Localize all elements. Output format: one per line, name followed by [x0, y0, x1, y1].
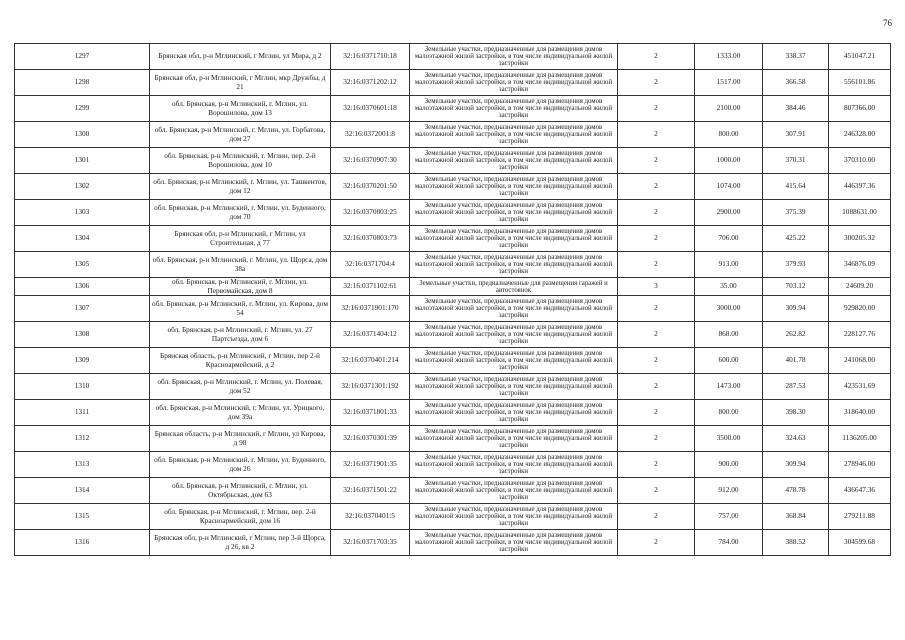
- address-cell: обл. Брянская, р-н Мглинский, г. Мглин, ул. Октябрьская, дом 63: [150, 478, 331, 504]
- specific-value-cell: 309.94: [763, 452, 829, 478]
- use-group-cell: 2: [618, 400, 695, 426]
- row-number-cell: 1304: [15, 226, 150, 252]
- area-cell: 913.00: [695, 252, 763, 278]
- land-use-cell: Земельные участки, предназначенные для размещения домов малоэтажной жилой застройки, в том числе индивидуальной жилой застройки: [410, 174, 618, 200]
- area-cell: 2100.00: [695, 96, 763, 122]
- area-cell: 600.00: [695, 348, 763, 374]
- use-group-cell: 2: [618, 226, 695, 252]
- table-row: [15, 374, 891, 400]
- land-use-cell: Земельные участки, предназначенные для размещения домов малоэтажной жилой застройки, в том числе индивидуальной жилой застройки: [410, 348, 618, 374]
- row-number-cell: 1306: [15, 278, 150, 296]
- cadastral-value-cell: 446397.36: [829, 174, 891, 200]
- area-cell: 868.00: [695, 322, 763, 348]
- land-use-cell: Земельные участки, предназначенные для размещения домов малоэтажной жилой застройки, в том числе индивидуальной жилой застройки: [410, 122, 618, 148]
- area-cell: 1333.00: [695, 44, 763, 70]
- cadastral-number-cell: 32:16:0371901:170: [331, 296, 410, 322]
- address-cell: обл. Брянская, р-н Мглинский, г. Мглин, ул. Кирова, дом 54: [150, 296, 331, 322]
- land-use-cell: Земельные участки, предназначенные для размещения домов малоэтажной жилой застройки, в том числе индивидуальной жилой застройки: [410, 478, 618, 504]
- area-cell: 2900.00: [695, 200, 763, 226]
- cadastral-value-cell: 300205.32: [829, 226, 891, 252]
- specific-value-cell: 415.64: [763, 174, 829, 200]
- area-cell: 900.00: [695, 452, 763, 478]
- row-number-cell: 1313: [15, 452, 150, 478]
- area-cell: 1473.00: [695, 374, 763, 400]
- table-row: [15, 322, 891, 348]
- land-use-cell: Земельные участки, предназначенные для размещения домов малоэтажной жилой застройки, в том числе индивидуальной жилой застройки: [410, 504, 618, 530]
- cadastral-value-cell: 346876.09: [829, 252, 891, 278]
- address-cell: обл. Брянская, р-н Мглинский, г. Мглин, ул. Полевая, дом 52: [150, 374, 331, 400]
- use-group-cell: 2: [618, 252, 695, 278]
- address-cell: Брянская обл, р-н Мглинский, г Мглин, ул Мира, д 2: [150, 44, 331, 70]
- use-group-cell: 2: [618, 44, 695, 70]
- specific-value-cell: 309.94: [763, 296, 829, 322]
- address-cell: Брянская область, р-н Мглинский, г Мглин, ул Кирова, д 98: [150, 426, 331, 452]
- area-cell: 757.00: [695, 504, 763, 530]
- cadastral-number-cell: 32:16:0370301:39: [331, 426, 410, 452]
- area-cell: 1074.00: [695, 174, 763, 200]
- address-cell: обл. Брянская, р-н Мглинский, г. Мглин, ул. Буденного, дом 70: [150, 200, 331, 226]
- table-row: [15, 278, 891, 296]
- cadastral-value-cell: 556101.86: [829, 70, 891, 96]
- table-row: [15, 426, 891, 452]
- cadastral-value-cell: 246328.00: [829, 122, 891, 148]
- specific-value-cell: 262.82: [763, 322, 829, 348]
- cadastral-number-cell: 32:16:0371102:61: [331, 278, 410, 296]
- address-cell: обл. Брянская, р-н Мглинский, г. Мглин, ул. 27 Партсъезда, дом 6: [150, 322, 331, 348]
- land-use-cell: Земельные участки, предназначенные для размещения домов малоэтажной жилой застройки, в том числе индивидуальной жилой застройки: [410, 44, 618, 70]
- land-use-cell: Земельные участки, предназначенные для размещения домов малоэтажной жилой застройки, в том числе индивидуальной жилой застройки: [410, 200, 618, 226]
- row-number-cell: 1315: [15, 504, 150, 530]
- cadastral-number-cell: 32:16:0370803:73: [331, 226, 410, 252]
- cadastral-number-cell: 32:16:0370201:50: [331, 174, 410, 200]
- cadastral-value-cell: 279211.88: [829, 504, 891, 530]
- specific-value-cell: 388.52: [763, 530, 829, 556]
- table-row: [15, 44, 891, 70]
- area-cell: 800.00: [695, 122, 763, 148]
- cadastral-value-cell: 318640.00: [829, 400, 891, 426]
- use-group-cell: 2: [618, 122, 695, 148]
- area-cell: 800.00: [695, 400, 763, 426]
- use-group-cell: 2: [618, 452, 695, 478]
- table-row: [15, 148, 891, 174]
- use-group-cell: 2: [618, 504, 695, 530]
- address-cell: обл. Брянская, р-н Мглинский, г. Мглин, ул. Буденного, дом 26: [150, 452, 331, 478]
- cadastral-number-cell: 32:16:0371704:4: [331, 252, 410, 278]
- address-cell: обл. Брянская, р-н Мглинский, г. Мглин, пер. 2-й Ворошилова, дом 10: [150, 148, 331, 174]
- use-group-cell: 2: [618, 374, 695, 400]
- address-cell: обл. Брянская, р-н Мглинский, г. Мглин, ул. Горбатова, дом 27: [150, 122, 331, 148]
- cadastral-number-cell: 32:16:0371703:35: [331, 530, 410, 556]
- cadastral-value-cell: 451047.21: [829, 44, 891, 70]
- address-cell: Брянская обл, р-н Мглинский, г Мглин, ул Строительная, д 77: [150, 226, 331, 252]
- specific-value-cell: 703.12: [763, 278, 829, 296]
- use-group-cell: 2: [618, 322, 695, 348]
- cadastral-number-cell: 32:16:0371901:35: [331, 452, 410, 478]
- cadastral-number-cell: 32:16:0370601:18: [331, 96, 410, 122]
- land-use-cell: Земельные участки, предназначенные для размещения домов малоэтажной жилой застройки, в том числе индивидуальной жилой застройки: [410, 426, 618, 452]
- row-number-cell: 1312: [15, 426, 150, 452]
- use-group-cell: 2: [618, 200, 695, 226]
- area-cell: 784.00: [695, 530, 763, 556]
- address-cell: обл. Брянская, р-н Мглинский, г. Мглин, пер. 2-й Красноармейский, дом 16: [150, 504, 331, 530]
- address-cell: обл. Брянская, р-н Мглинский, г. Мглин, ул. Ворошилова, дом 13: [150, 96, 331, 122]
- address-cell: обл. Брянская, р-н Мглинский, г. Мглин, ул. Щорса, дом 38а: [150, 252, 331, 278]
- land-use-cell: Земельные участки, предназначенные для размещения гаражей и автостоянок: [410, 278, 618, 296]
- cadastral-valuation-table: [14, 43, 891, 556]
- land-use-cell: Земельные участки, предназначенные для размещения домов малоэтажной жилой застройки, в том числе индивидуальной жилой застройки: [410, 296, 618, 322]
- cadastral-number-cell: 32:16:0372001:8: [331, 122, 410, 148]
- land-use-cell: Земельные участки, предназначенные для размещения домов малоэтажной жилой застройки, в том числе индивидуальной жилой застройки: [410, 252, 618, 278]
- row-number-cell: 1303: [15, 200, 150, 226]
- table-row: [15, 400, 891, 426]
- specific-value-cell: 401.78: [763, 348, 829, 374]
- use-group-cell: 3: [618, 278, 695, 296]
- area-cell: 35.00: [695, 278, 763, 296]
- cadastral-number-cell: 32:16:0370907:30: [331, 148, 410, 174]
- area-cell: 1000.00: [695, 148, 763, 174]
- use-group-cell: 2: [618, 148, 695, 174]
- address-cell: Брянская область, р-н Мглинский, г Мглин, пер 2-й Красноармейский, д 2: [150, 348, 331, 374]
- row-number-cell: 1316: [15, 530, 150, 556]
- cadastral-value-cell: 1136205.00: [829, 426, 891, 452]
- specific-value-cell: 379.93: [763, 252, 829, 278]
- land-use-cell: Земельные участки, предназначенные для размещения домов малоэтажной жилой застройки, в том числе индивидуальной жилой застройки: [410, 226, 618, 252]
- table-row: [15, 174, 891, 200]
- area-cell: 3000.00: [695, 296, 763, 322]
- land-use-cell: Земельные участки, предназначенные для размещения домов малоэтажной жилой застройки, в том числе индивидуальной жилой застройки: [410, 96, 618, 122]
- table-row: [15, 226, 891, 252]
- land-use-cell: Земельные участки, предназначенные для размещения домов малоэтажной жилой застройки, в том числе индивидуальной жилой застройки: [410, 70, 618, 96]
- specific-value-cell: 384.46: [763, 96, 829, 122]
- specific-value-cell: 425.22: [763, 226, 829, 252]
- cadastral-value-cell: 304599.68: [829, 530, 891, 556]
- specific-value-cell: 324.63: [763, 426, 829, 452]
- address-cell: обл. Брянская, р-н Мглинский, г. Мглин, ул. Урицкого, дом 39а: [150, 400, 331, 426]
- table-body: [15, 44, 891, 556]
- land-use-cell: Земельные участки, предназначенные для размещения домов малоэтажной жилой застройки, в том числе индивидуальной жилой застройки: [410, 148, 618, 174]
- specific-value-cell: 338.37: [763, 44, 829, 70]
- table-row: [15, 96, 891, 122]
- cadastral-value-cell: 929820.00: [829, 296, 891, 322]
- table-row: [15, 252, 891, 278]
- use-group-cell: 2: [618, 296, 695, 322]
- use-group-cell: 2: [618, 96, 695, 122]
- row-number-cell: 1309: [15, 348, 150, 374]
- cadastral-number-cell: 32:16:0371202:12: [331, 70, 410, 96]
- row-number-cell: 1297: [15, 44, 150, 70]
- cadastral-number-cell: 32:16:0371404:12: [331, 322, 410, 348]
- row-number-cell: 1302: [15, 174, 150, 200]
- cadastral-value-cell: 807366.00: [829, 96, 891, 122]
- table-row: [15, 504, 891, 530]
- cadastral-value-cell: 228127.76: [829, 322, 891, 348]
- land-use-cell: Земельные участки, предназначенные для размещения домов малоэтажной жилой застройки, в том числе индивидуальной жилой застройки: [410, 530, 618, 556]
- area-cell: 3500.00: [695, 426, 763, 452]
- cadastral-value-cell: 436647.36: [829, 478, 891, 504]
- table-row: [15, 348, 891, 374]
- cadastral-value-cell: 370310.00: [829, 148, 891, 174]
- row-number-cell: 1300: [15, 122, 150, 148]
- cadastral-value-cell: 24609.20: [829, 278, 891, 296]
- table-row: [15, 478, 891, 504]
- row-number-cell: 1308: [15, 322, 150, 348]
- row-number-cell: 1298: [15, 70, 150, 96]
- cadastral-number-cell: 32:16:0370803:25: [331, 200, 410, 226]
- cadastral-number-cell: 32:16:0371301:192: [331, 374, 410, 400]
- area-cell: 912.00: [695, 478, 763, 504]
- specific-value-cell: 368.84: [763, 504, 829, 530]
- row-number-cell: 1310: [15, 374, 150, 400]
- use-group-cell: 2: [618, 348, 695, 374]
- row-number-cell: 1305: [15, 252, 150, 278]
- area-cell: 706.00: [695, 226, 763, 252]
- use-group-cell: 2: [618, 174, 695, 200]
- cadastral-number-cell: 32:16:0370401:5: [331, 504, 410, 530]
- specific-value-cell: 307.91: [763, 122, 829, 148]
- table-row: [15, 296, 891, 322]
- page-number: 76: [883, 18, 892, 28]
- row-number-cell: 1311: [15, 400, 150, 426]
- row-number-cell: 1301: [15, 148, 150, 174]
- land-use-cell: Земельные участки, предназначенные для размещения домов малоэтажной жилой застройки, в том числе индивидуальной жилой застройки: [410, 322, 618, 348]
- row-number-cell: 1307: [15, 296, 150, 322]
- cadastral-number-cell: 32:16:0371801:33: [331, 400, 410, 426]
- use-group-cell: 2: [618, 70, 695, 96]
- land-use-cell: Земельные участки, предназначенные для размещения домов малоэтажной жилой застройки, в том числе индивидуальной жилой застройки: [410, 400, 618, 426]
- cadastral-number-cell: 32:16:0371501:22: [331, 478, 410, 504]
- table-row: [15, 530, 891, 556]
- address-cell: Брянская обл, р-н Мглинский, г Мглин, пер 3-й Щорса, д 26, кв 2: [150, 530, 331, 556]
- table-row: [15, 70, 891, 96]
- specific-value-cell: 366.58: [763, 70, 829, 96]
- cadastral-value-cell: 1088631.00: [829, 200, 891, 226]
- cadastral-value-cell: 423531.69: [829, 374, 891, 400]
- row-number-cell: 1299: [15, 96, 150, 122]
- specific-value-cell: 370.31: [763, 148, 829, 174]
- use-group-cell: 2: [618, 530, 695, 556]
- cadastral-number-cell: 32:16:0370401:214: [331, 348, 410, 374]
- specific-value-cell: 375.39: [763, 200, 829, 226]
- specific-value-cell: 478.78: [763, 478, 829, 504]
- table-row: [15, 122, 891, 148]
- address-cell: обл. Брянская, р-н Мглинский, г. Мглин, ул. Первомайская, дом 8: [150, 278, 331, 296]
- use-group-cell: 2: [618, 478, 695, 504]
- table-row: [15, 452, 891, 478]
- table-row: [15, 200, 891, 226]
- cadastral-value-cell: 278946.00: [829, 452, 891, 478]
- address-cell: Брянская обл, р-н Мглинский, г Мглин, мкр Дружбы, д 21: [150, 70, 331, 96]
- cadastral-value-cell: 241068.00: [829, 348, 891, 374]
- cadastral-number-cell: 32:16:0371710:18: [331, 44, 410, 70]
- land-use-cell: Земельные участки, предназначенные для размещения домов малоэтажной жилой застройки, в том числе индивидуальной жилой застройки: [410, 452, 618, 478]
- specific-value-cell: 287.53: [763, 374, 829, 400]
- specific-value-cell: 398.30: [763, 400, 829, 426]
- land-use-cell: Земельные участки, предназначенные для размещения домов малоэтажной жилой застройки, в том числе индивидуальной жилой застройки: [410, 374, 618, 400]
- address-cell: обл. Брянская, р-н Мглинский, г. Мглин, ул. Ташкентов, дом 12: [150, 174, 331, 200]
- area-cell: 1517.00: [695, 70, 763, 96]
- use-group-cell: 2: [618, 426, 695, 452]
- row-number-cell: 1314: [15, 478, 150, 504]
